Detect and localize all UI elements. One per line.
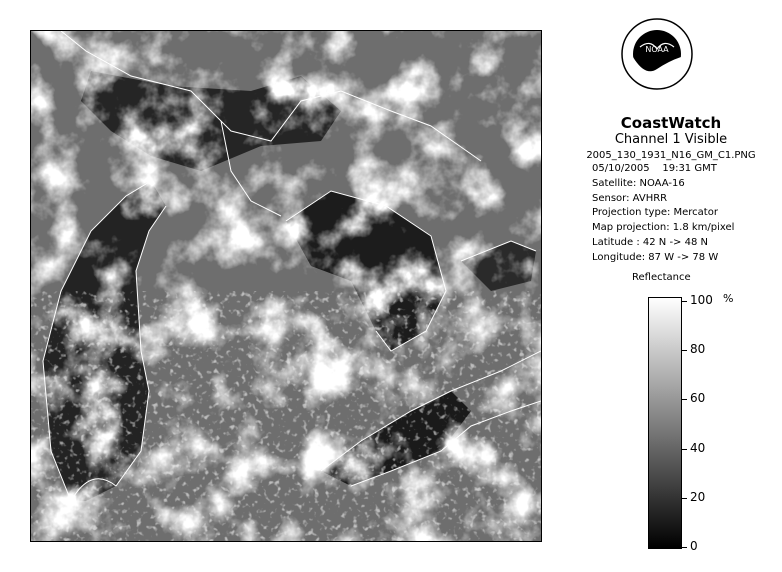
scale-tick-label: 0 — [690, 539, 698, 553]
projection-type-label: Projection type: Mercator — [592, 207, 718, 219]
satellite-image — [30, 30, 542, 542]
scale-tick — [682, 449, 687, 450]
product-header — [560, 110, 782, 163]
scale-tick-label: 60 — [690, 391, 706, 405]
metadata-block — [592, 162, 734, 266]
datetime-label: 05/10/2005 19:31 GMT — [592, 163, 717, 174]
sensor-label: Sensor: AVHRR — [592, 192, 668, 204]
noaa-logo — [620, 17, 694, 109]
scale-tick — [682, 498, 687, 499]
scale-unit: % — [723, 292, 734, 305]
svg-text:NOAA: NOAA — [645, 45, 669, 54]
scale-title: Reflectance — [632, 272, 691, 283]
scale-tick — [682, 399, 687, 400]
filename-label: 2005_130_1931_N16_GM_C1.PNG — [586, 150, 756, 161]
scale-tick-label: 100 — [690, 293, 713, 307]
longitude-label: Longitude: 87 W -> 78 W — [592, 251, 719, 263]
map-projection-label: Map projection: 1.8 km/pixel — [592, 222, 735, 234]
satellite-label: Satellite: NOAA-16 — [592, 177, 685, 189]
latitude-label: Latitude : 42 N -> 48 N — [592, 236, 708, 248]
scale-tick — [682, 350, 687, 351]
brand-title: CoastWatch — [620, 114, 722, 132]
scale-tick — [682, 301, 687, 302]
scale-tick-label: 40 — [690, 441, 706, 455]
scale-tick-label: 20 — [690, 490, 706, 504]
reflectance-colorbar — [648, 297, 682, 549]
channel-label: Channel 1 Visible — [614, 132, 728, 147]
scale-tick-label: 80 — [690, 342, 706, 356]
scale-tick — [682, 547, 687, 548]
